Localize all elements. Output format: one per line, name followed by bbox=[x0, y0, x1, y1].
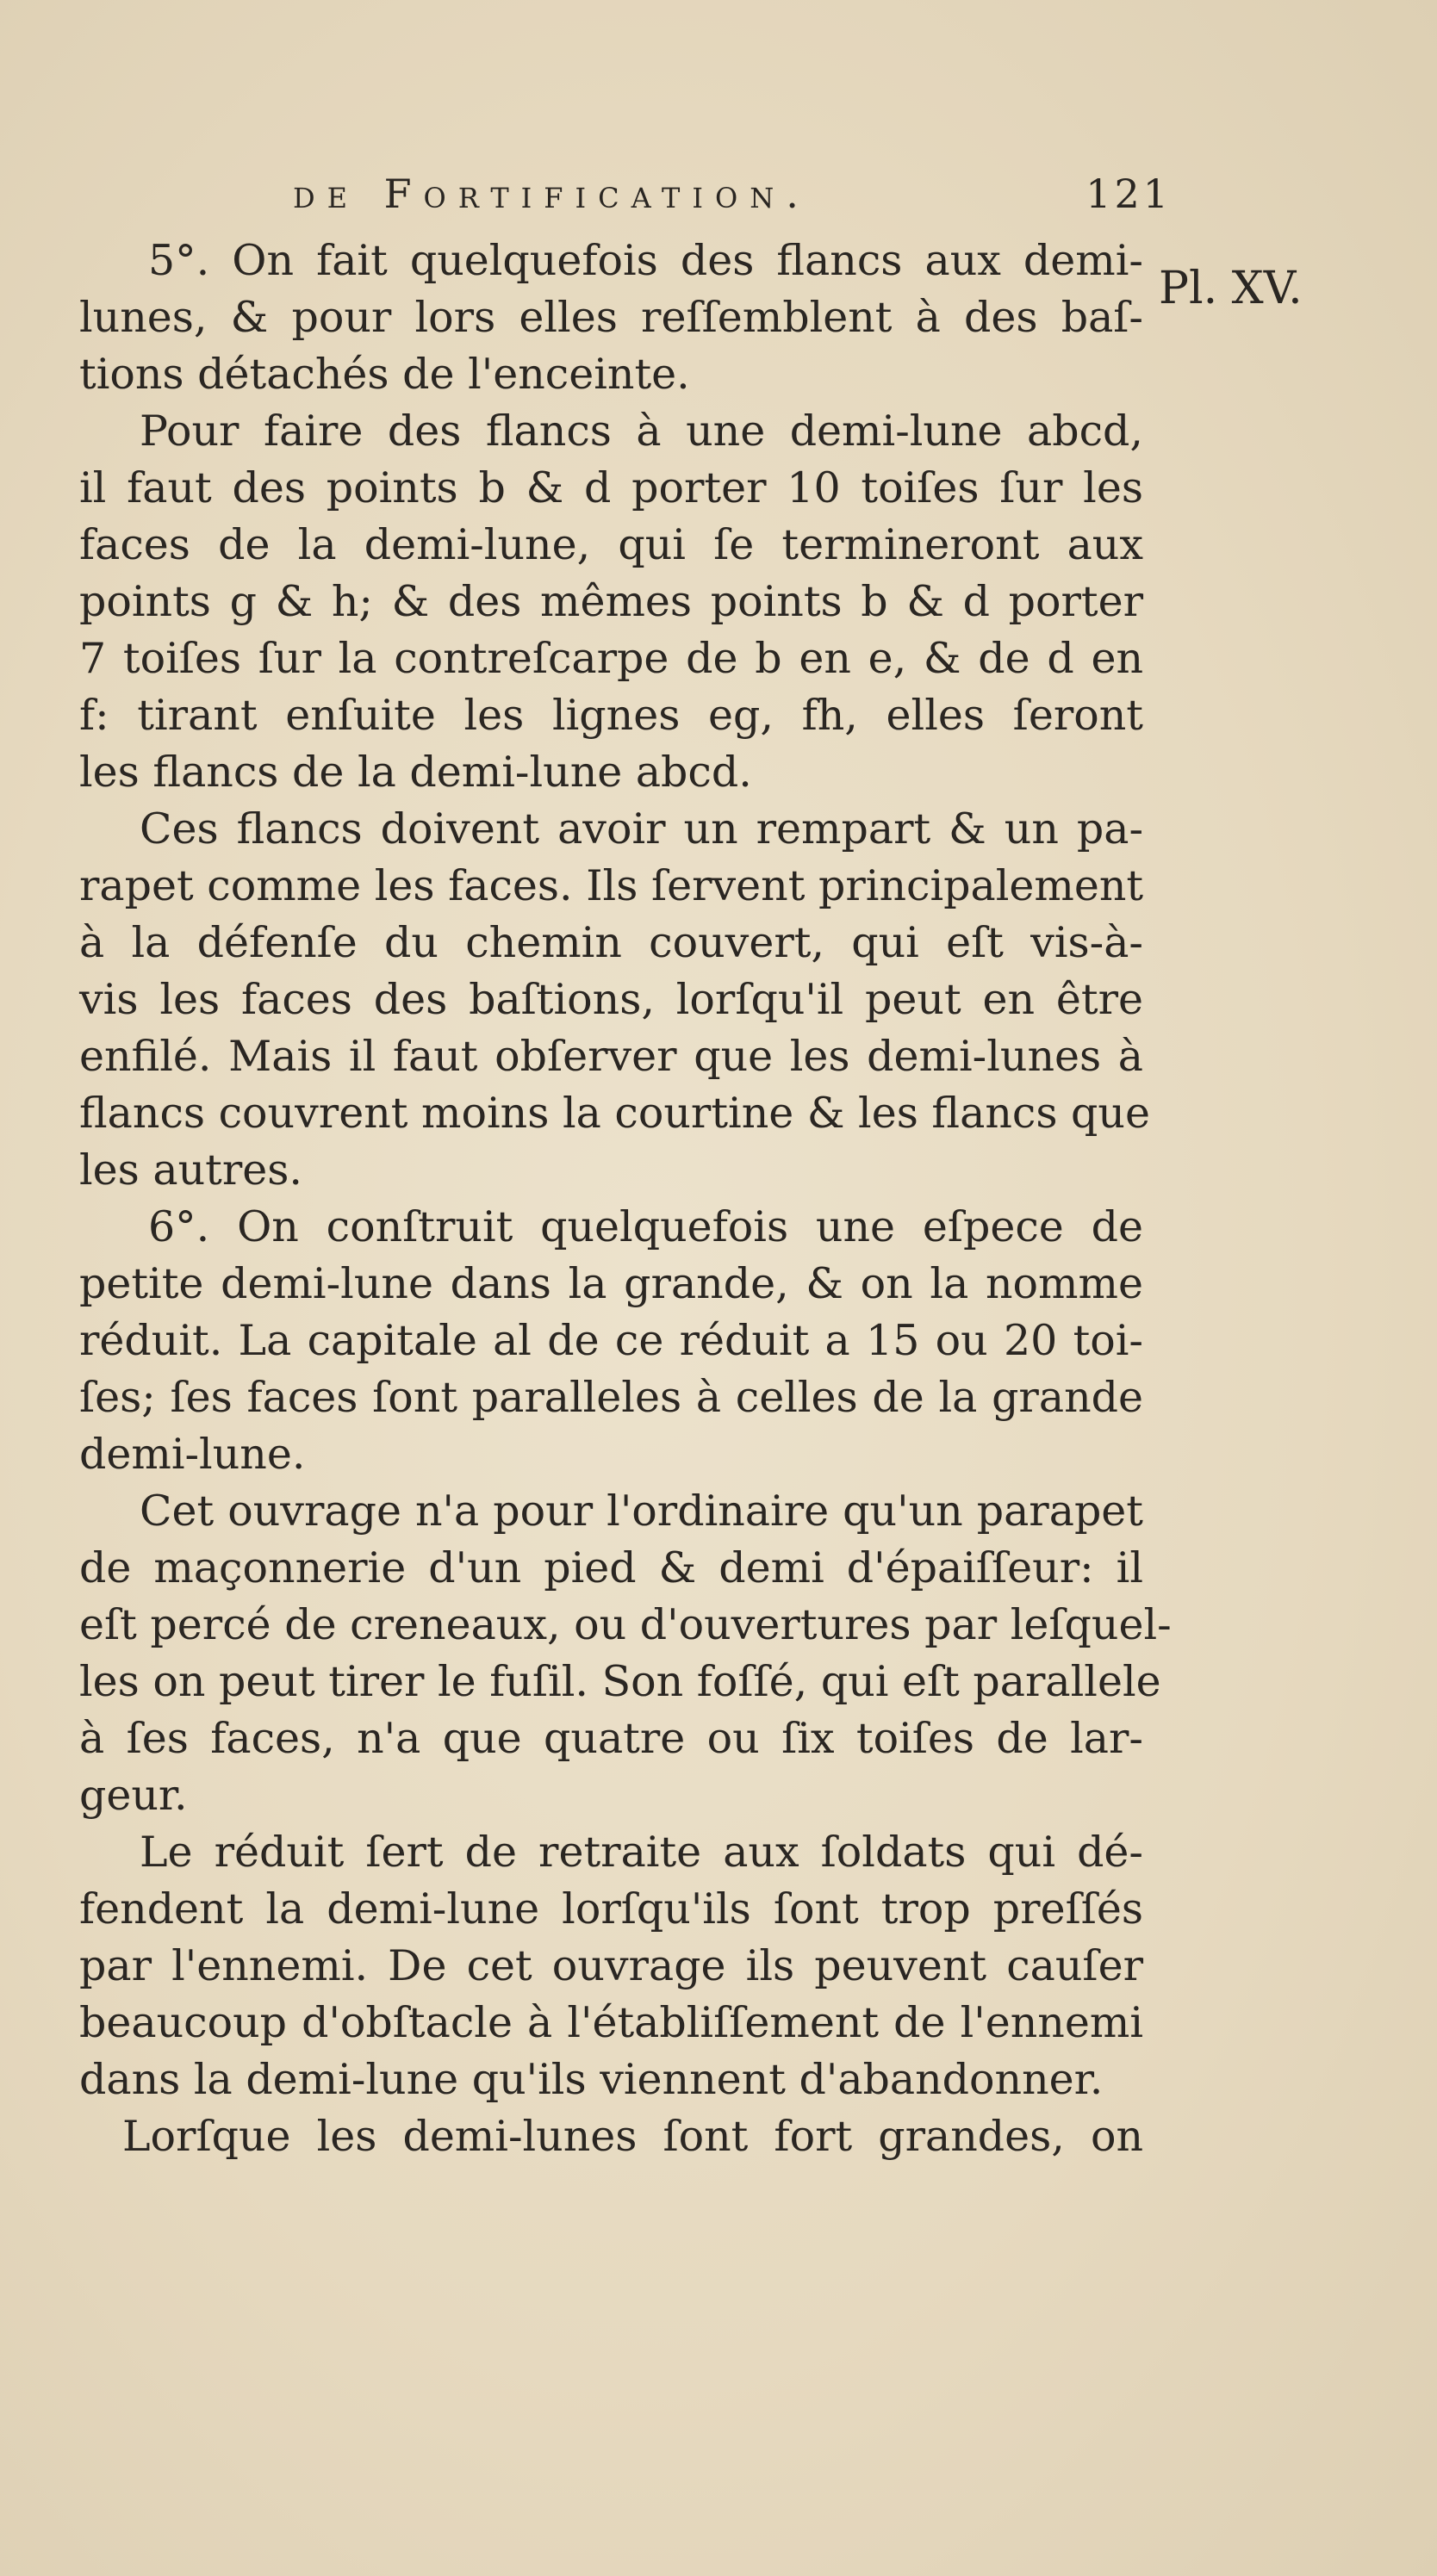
text-line: demi-lune. bbox=[79, 1430, 306, 1479]
running-title: de Fortification. bbox=[293, 171, 811, 217]
text-line: réduit. La capitale al de ce réduit a 15 ou 20 toi- bbox=[79, 1316, 1143, 1365]
text-line: geur. bbox=[79, 1771, 188, 1820]
text-line: à la défenſe du chemin couvert, qui eſt vis-à- bbox=[79, 918, 1143, 967]
text-line: de maçonnerie d'un pied & demi d'épaiſſeur: il bbox=[79, 1543, 1143, 1592]
plate-reference: Pl. XV. bbox=[1159, 263, 1303, 314]
text-line: lunes, & pour lors elles reſſemblent à des baſ- bbox=[79, 293, 1143, 342]
text-line: Lorſque les demi-lunes ſont fort grandes, on bbox=[122, 2112, 1143, 2161]
text-line: enfilé. Mais il faut obſerver que les demi-lunes à bbox=[79, 1032, 1143, 1081]
text-line: petite demi-lune dans la grande, & on la nomme bbox=[79, 1259, 1143, 1308]
text-line: rapet comme les faces. Ils ſervent principalement bbox=[79, 861, 1144, 910]
text-line: à ſes faces, n'a que quatre ou ſix toiſes de lar- bbox=[79, 1714, 1143, 1763]
text-line: fendent la demi-lune lorſqu'ils ſont trop preſſés bbox=[79, 1884, 1143, 1934]
text-line: 7 toiſes ſur la contreſcarpe de b en e, & de d en bbox=[79, 634, 1143, 683]
text-line: Ces flancs doivent avoir un rempart & un pa- bbox=[140, 804, 1143, 853]
page-header bbox=[293, 171, 1172, 222]
text-line: les autres. bbox=[79, 1145, 302, 1195]
text-line: beaucoup d'obſtacle à l'établiſſement de l'ennemi bbox=[79, 1998, 1143, 2047]
text-line: flancs couvrent moins la courtine & les flancs que bbox=[79, 1089, 1150, 1138]
body-text bbox=[79, 233, 1172, 2165]
text-line: points g & h; & des mêmes points b & d porter bbox=[79, 577, 1143, 626]
text-line: Le réduit ſert de retraite aux ſoldats qui dé- bbox=[140, 1828, 1143, 1877]
text-line: dans la demi-lune qu'ils viennent d'abandonner. bbox=[79, 2055, 1104, 2104]
text-line: ſes; ſes faces ſont paralleles à celles de la grande bbox=[79, 1373, 1143, 1422]
text-line: f: tirant enſuite les lignes eg, fh, elles ſeront bbox=[79, 691, 1143, 740]
text-line: Cet ouvrage n'a pour l'ordinaire qu'un parapet bbox=[140, 1487, 1143, 1536]
text-line: les on peut tirer le fuſil. Son foſſé, qui eſt parallele bbox=[79, 1657, 1161, 1706]
text-line: Pour faire des flancs à une demi-lune abcd, bbox=[140, 407, 1143, 456]
text-line: il faut des points b & d porter 10 toiſes ſur les bbox=[79, 463, 1143, 512]
text-line: 5°. On fait quelquefois des flancs aux demi- bbox=[148, 236, 1143, 285]
text-line: faces de la demi-lune, qui ſe termineront aux bbox=[79, 520, 1143, 569]
text-line: vis les faces des baſtions, lorſqu'il peut en être bbox=[79, 975, 1143, 1024]
text-line: tions détachés de l'enceinte. bbox=[79, 350, 690, 399]
page-number: 121 bbox=[1086, 171, 1172, 217]
text-line: 6°. On conſtruit quelquefois une eſpece de bbox=[148, 1202, 1143, 1251]
text-line: les flancs de la demi-lune abcd. bbox=[79, 748, 752, 797]
text-line: eſt percé de creneaux, ou d'ouvertures par leſquel- bbox=[79, 1600, 1172, 1649]
text-line: par l'ennemi. De cet ouvrage ils peuvent cauſer bbox=[79, 1941, 1143, 1990]
